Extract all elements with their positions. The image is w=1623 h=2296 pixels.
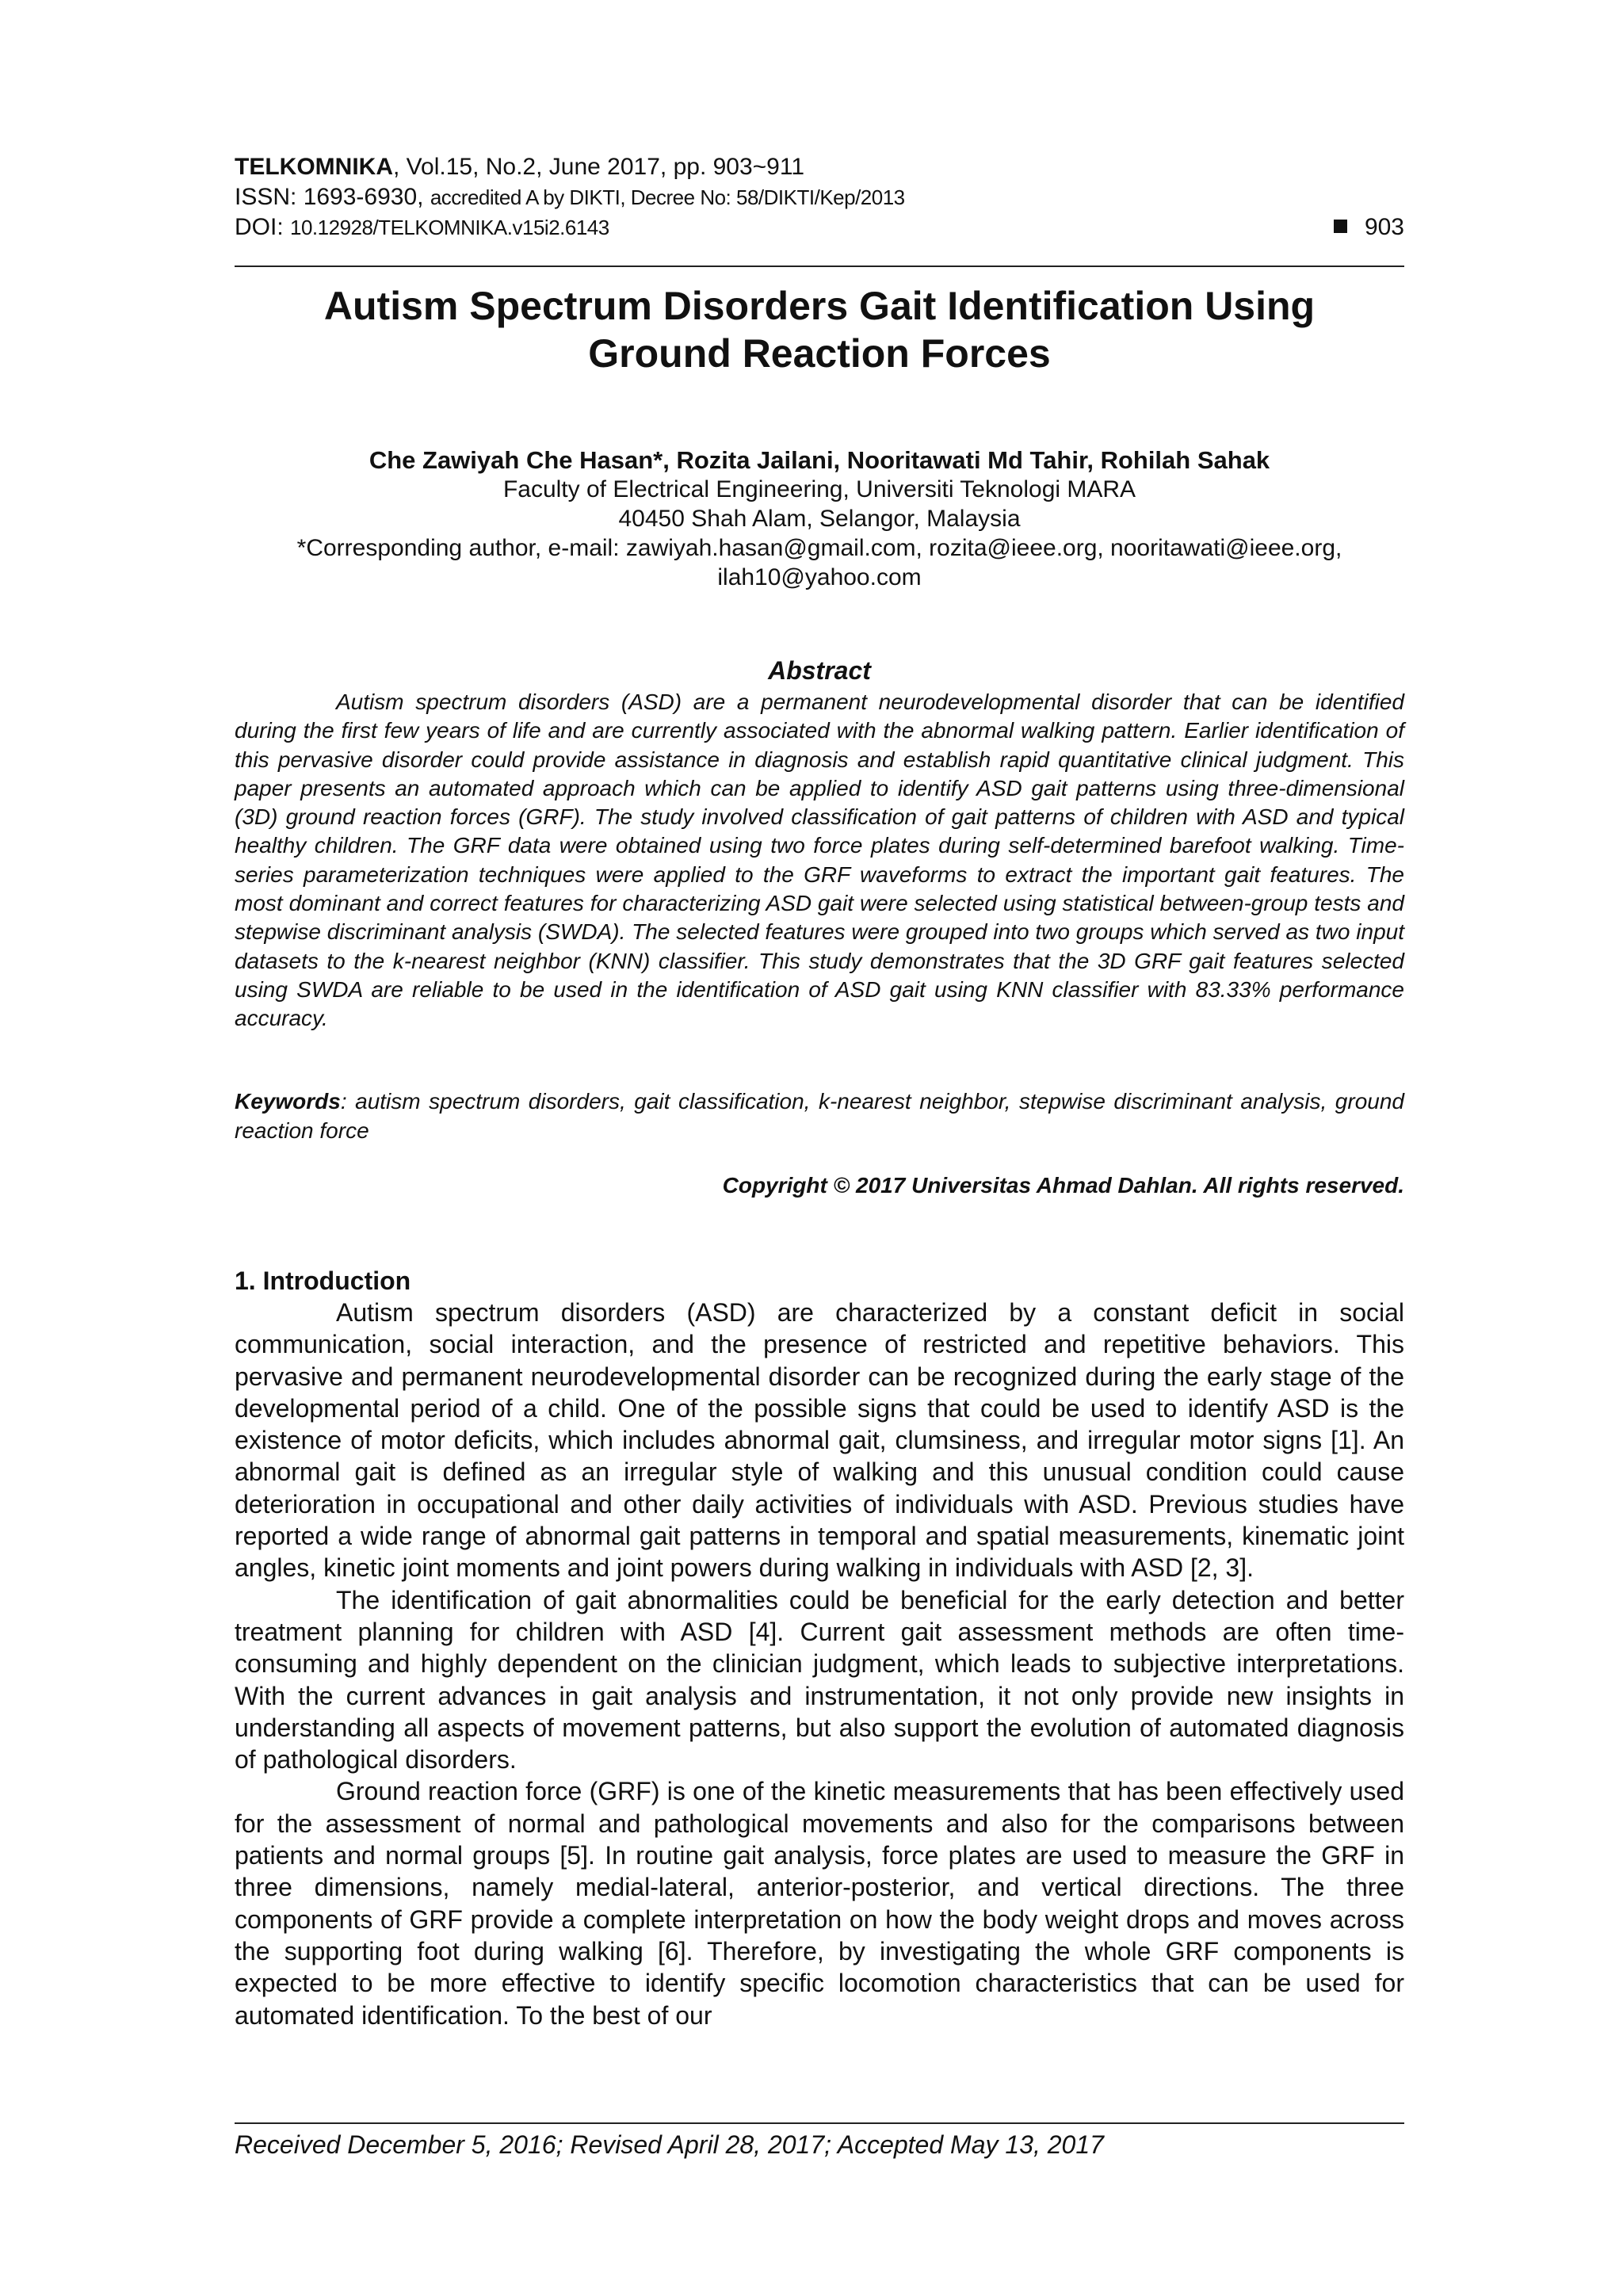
header-divider <box>235 266 1404 267</box>
received-dates: Received December 5, 2016; Revised April 28, 2017; Accepted May 13, 2017 <box>235 2130 1104 2159</box>
abstract-text: Autism spectrum disorders (ASD) are a permanent neurodevelopmental disorder that can be identified during the first few years of life and are currently associated with the abnormal walking pattern. Earlier identification of this pervasive disorder could provide assistance in diagnosis and establish rapid quantitative clinical judgment. This paper presents an automated approach which can be applied to identify ASD gait patterns using three-dimensional (3D) ground reaction forces (GRF). The study involved classification of gait patterns of children with ASD and typical healthy children. The GRF data were obtained using two force plates during self-determined barefoot walking. Time-series parameterization techniques were applied to the GRF waveforms to extract the important gait features. The most dominant and correct features for characterizing ASD gait were selected using statistical between-group tests and stepwise discriminant analysis (SWDA). The selected features were grouped into two groups which served as two input datasets to the k-nearest neighbor (KNN) classifier. This study demonstrates that the 3D GRF gait features selected using SWDA are reliable to be used in the identification of ASD gait using KNN classifier with 83.33% performance accuracy. <box>235 690 1404 1031</box>
issn-label: ISSN: 1693-6930, <box>235 184 430 210</box>
author-affiliation: Faculty of Electrical Engineering, Universiti Teknologi MARA <box>502 476 1136 502</box>
journal-header <box>235 152 1404 243</box>
title-line-2: Ground Reaction Forces <box>588 331 1051 376</box>
title-line-1: Autism Spectrum Disorders Gait Identification Using <box>323 284 1316 328</box>
author-names: Che Zawiyah Che Hasan*, Rozita Jailani, Nooritawati Md Tahir, Rohilah Sahak <box>369 446 1270 474</box>
paper-page <box>235 0 1404 2296</box>
journal-name: TELKOMNIKA <box>235 154 393 180</box>
page-number-text: 903 <box>1364 214 1404 240</box>
author-contact-line-2: ilah10@yahoo.com <box>717 564 922 590</box>
copyright-notice: Copyright © 2017 Universitas Ahmad Dahlan. All rights reserved. <box>722 1173 1404 1198</box>
intro-paragraph: The identification of gait abnormalities could be beneficial for the early detection and better treatment planning for children with ASD [4]. Current gait assessment methods are often time-consuming and highly dependent on the clinician judgment, which leads to subjective interpretations. With the current advances in gait analysis and instrumentation, it not only provide new insights in understanding all aspects of movement patterns, but also support the evolution of automated diagnosis of pathological disorders. <box>235 1585 1404 1775</box>
keywords-text: : autism spectrum disorders, gait classification, k-nearest neighbor, stepwise discriminant analysis, ground reaction force <box>235 1089 1404 1143</box>
paper-title <box>235 282 1404 377</box>
doi-line <box>235 212 1404 243</box>
keywords <box>235 1087 1404 1145</box>
intro-paragraph: Ground reaction force (GRF) is one of the kinetic measurements that has been effectively used for the assessment of normal and pathological movements and also for the comparisons between patients and normal groups [5]. In routine gait analysis, force plates are used to measure the GRF in three dimensions, namely medial-lateral, anterior-posterior, and vertical directions. The three components of GRF provide a complete interpretation on how the body weight drops and moves across the supporting foot during walking [6]. Therefore, by investigating the whole GRF components is expected to be more effective to identify specific locomotion characteristics that can be used for automated identification. To the best of our <box>235 1777 1404 2030</box>
author-block <box>235 445 1404 592</box>
journal-citation-line <box>235 152 1404 182</box>
introduction-body <box>235 1297 1404 2031</box>
intro-paragraph: Autism spectrum disorders (ASD) are characterized by a constant deficit in social communication, social interaction, and the presence of restricted and repetitive behaviors. This pervasive and permanent neurodevelopmental disorder can be recognized during the early stage of the developmental period of a child. One of the possible signs that could be used to identify ASD is the existence of motor deficits, which includes abnormal gait, clumsiness, and irregular motor signs [1]. An abnormal gait is defined as an irregular style of walking and this unusual condition could cause deterioration in occupational and other daily activities of individuals with ASD. Previous studies have reported a wide range of abnormal gait patterns in temporal and spatial measurements, kinematic joint angles, kinetic joint moments and joint powers during walking in individuals with ASD [2, 3]. <box>235 1298 1404 1583</box>
doi-label: DOI: <box>235 214 291 240</box>
author-contact-line-1: *Corresponding author, e-mail: zawiyah.hasan@gmail.com, rozita@ieee.org, nooritawati@ieee.org, <box>296 535 1342 561</box>
footer-divider <box>235 2122 1404 2124</box>
section-heading-introduction: 1. Introduction <box>235 1266 411 1295</box>
doi-link[interactable]: 10.12928/TELKOMNIKA.v15i2.6143 <box>290 216 609 239</box>
square-bullet-icon <box>1334 220 1347 233</box>
abstract-heading: Abstract <box>768 656 871 685</box>
page-number <box>1334 212 1404 243</box>
issn-line <box>235 182 1404 212</box>
journal-volume: , Vol.15, No.2, June 2017, pp. 903~911 <box>392 154 805 180</box>
keywords-label: Keywords <box>235 1089 341 1114</box>
author-address: 40450 Shah Alam, Selangor, Malaysia <box>618 506 1021 532</box>
accreditation-text: accredited A by DIKTI, Decree No: 58/DIKTI/Kep/2013 <box>430 185 905 209</box>
